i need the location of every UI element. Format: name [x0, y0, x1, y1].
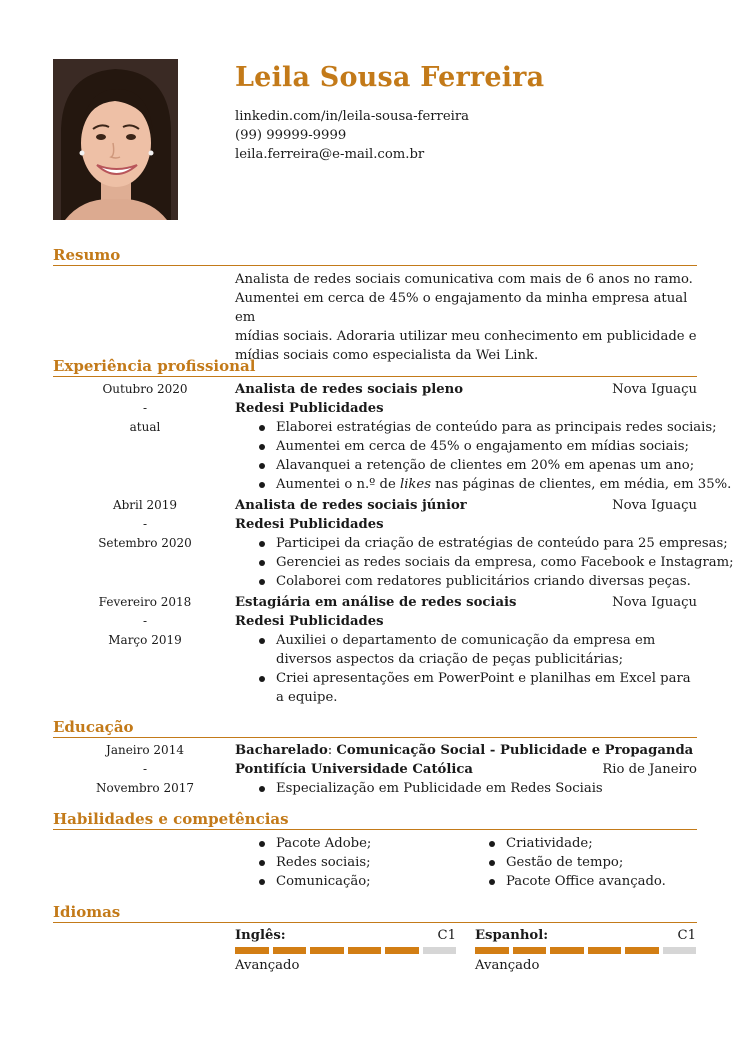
- level-segment: [663, 947, 697, 954]
- job-bullet: Elaborei estratégias de conteúdo para as principais redes sociais;: [235, 418, 697, 437]
- job-start-date: Outubro 2020: [102, 382, 188, 396]
- skills-list-right: [465, 834, 697, 891]
- section-title-skills: Habilidades e competências: [53, 811, 697, 830]
- job-dates: [80, 380, 210, 437]
- job-bullet: Colaborei com redatores publicitários criando diversas peças.: [235, 572, 697, 591]
- education-dates: [80, 741, 210, 798]
- phone-number: (99) 99999-9999: [235, 128, 347, 143]
- job-entry: [235, 380, 732, 494]
- job-title: Estagiária em análise de redes sociais: [235, 595, 517, 610]
- skill-item: Pacote Adobe;: [235, 834, 465, 853]
- level-segment: [310, 947, 344, 954]
- education-degree-type: Bacharelado: [235, 743, 328, 758]
- education-school: Pontifícia Universidade Católica: [235, 762, 473, 777]
- job-start-date: Fevereiro 2018: [98, 595, 192, 609]
- level-segment: [385, 947, 419, 954]
- job-bullet: Criei apresentações em PowerPoint e planilhas em Excel para a equipe.: [235, 669, 697, 707]
- level-segment: [475, 947, 509, 954]
- bullet-italic-text: likes: [399, 477, 431, 492]
- job-location: Nova Iguaçu: [612, 382, 697, 397]
- language-level-bar: [475, 947, 696, 954]
- profile-photo: [53, 59, 178, 220]
- linkedin-link[interactable]: linkedin.com/in/leila-sousa-ferreira: [235, 109, 470, 124]
- job-bullet: Auxiliei o departamento de comunicação da empresa em diversos aspectos da criação de peças publicitárias;: [235, 631, 697, 669]
- level-segment: [588, 947, 622, 954]
- date-separator: -: [142, 614, 148, 628]
- job-end-date: atual: [129, 420, 161, 434]
- job-bullet: Alavanquei a retenção de clientes em 20% em apenas um ano;: [235, 456, 697, 475]
- language-entry: [475, 927, 696, 975]
- job-location: Nova Iguaçu: [612, 595, 697, 610]
- degree-separator: :: [327, 743, 337, 758]
- job-location: Nova Iguaçu: [612, 498, 697, 513]
- education-entry: [235, 741, 697, 798]
- summary-text: [235, 270, 697, 365]
- language-level: Avançado: [235, 958, 300, 973]
- date-separator: -: [142, 762, 148, 776]
- job-entry: [235, 496, 734, 591]
- skills-list-left: [235, 834, 465, 891]
- job-title: Analista de redes sociais pleno: [235, 382, 464, 397]
- education-start-date: Janeiro 2014: [106, 743, 184, 757]
- education-end-date: Novembro 2017: [96, 781, 194, 795]
- job-company: Redesi Publicidades: [235, 517, 384, 532]
- skill-item: Comunicação;: [235, 872, 465, 891]
- job-end-date: Março 2019: [108, 633, 182, 647]
- contact-info: [235, 107, 469, 164]
- bullet-text: nas páginas de clientes, em média, em 35%.: [430, 477, 732, 492]
- job-end-date: Setembro 2020: [98, 536, 192, 550]
- job-dates: [80, 496, 210, 553]
- section-title-languages: Idiomas: [53, 904, 697, 923]
- date-separator: -: [142, 517, 148, 531]
- level-segment: [423, 947, 457, 954]
- language-level: Avançado: [475, 958, 540, 973]
- summary-line: Aumentei em cerca de 45% o engajamento da minha empresa atual em: [235, 291, 688, 325]
- job-title: Analista de redes sociais júnior: [235, 498, 467, 513]
- job-bullet: Aumentei em cerca de 45% o engajamento em mídias sociais;: [235, 437, 697, 456]
- education-degree: Comunicação Social - Publicidade e Propaganda: [336, 743, 694, 758]
- job-start-date: Abril 2019: [112, 498, 178, 512]
- summary-line: Analista de redes sociais comunicativa com mais de 6 anos no ramo.: [235, 272, 693, 287]
- email-address[interactable]: leila.ferreira@e-mail.com.br: [235, 147, 425, 162]
- language-code: C1: [677, 928, 696, 943]
- level-segment: [550, 947, 584, 954]
- summary-line: mídias sociais como especialista da Wei Link.: [235, 348, 539, 363]
- job-company: Redesi Publicidades: [235, 614, 384, 629]
- section-title-experience: Experiência profissional: [53, 358, 697, 377]
- level-segment: [625, 947, 659, 954]
- language-name: Espanhol:: [475, 928, 549, 943]
- job-company: Redesi Publicidades: [235, 401, 384, 416]
- skill-item: Criatividade;: [465, 834, 697, 853]
- education-bullet: Especialização em Publicidade em Redes Sociais: [235, 779, 697, 798]
- summary-line: mídias sociais. Adoraria utilizar meu conhecimento em publicidade e: [235, 329, 697, 344]
- job-bullet: Gerenciei as redes sociais da empresa, como Facebook e Instagram;: [235, 553, 697, 572]
- section-title-summary: Resumo: [53, 247, 697, 266]
- job-entry: [235, 593, 697, 707]
- job-dates: [80, 593, 210, 650]
- level-segment: [273, 947, 307, 954]
- education-location: Rio de Janeiro: [602, 762, 697, 777]
- language-code: C1: [437, 928, 456, 943]
- language-name: Inglês:: [235, 928, 286, 943]
- skill-item: Pacote Office avançado.: [465, 872, 697, 891]
- section-title-education: Educação: [53, 719, 697, 738]
- bullet-text: Aumentei o n.º de: [276, 477, 400, 492]
- education-degree-line: [235, 741, 697, 760]
- portrait-illustration: [53, 59, 178, 220]
- skill-item: Redes sociais;: [235, 853, 465, 872]
- job-bullet: Participei da criação de estratégias de conteúdo para 25 empresas;: [235, 534, 697, 553]
- skill-item: Gestão de tempo;: [465, 853, 697, 872]
- level-segment: [235, 947, 269, 954]
- date-separator: -: [142, 401, 148, 415]
- level-segment: [348, 947, 382, 954]
- language-entry: [235, 927, 456, 975]
- level-segment: [513, 947, 547, 954]
- language-level-bar: [235, 947, 456, 954]
- job-bullet: [235, 475, 732, 494]
- candidate-name: Leila Sousa Ferreira: [235, 62, 545, 93]
